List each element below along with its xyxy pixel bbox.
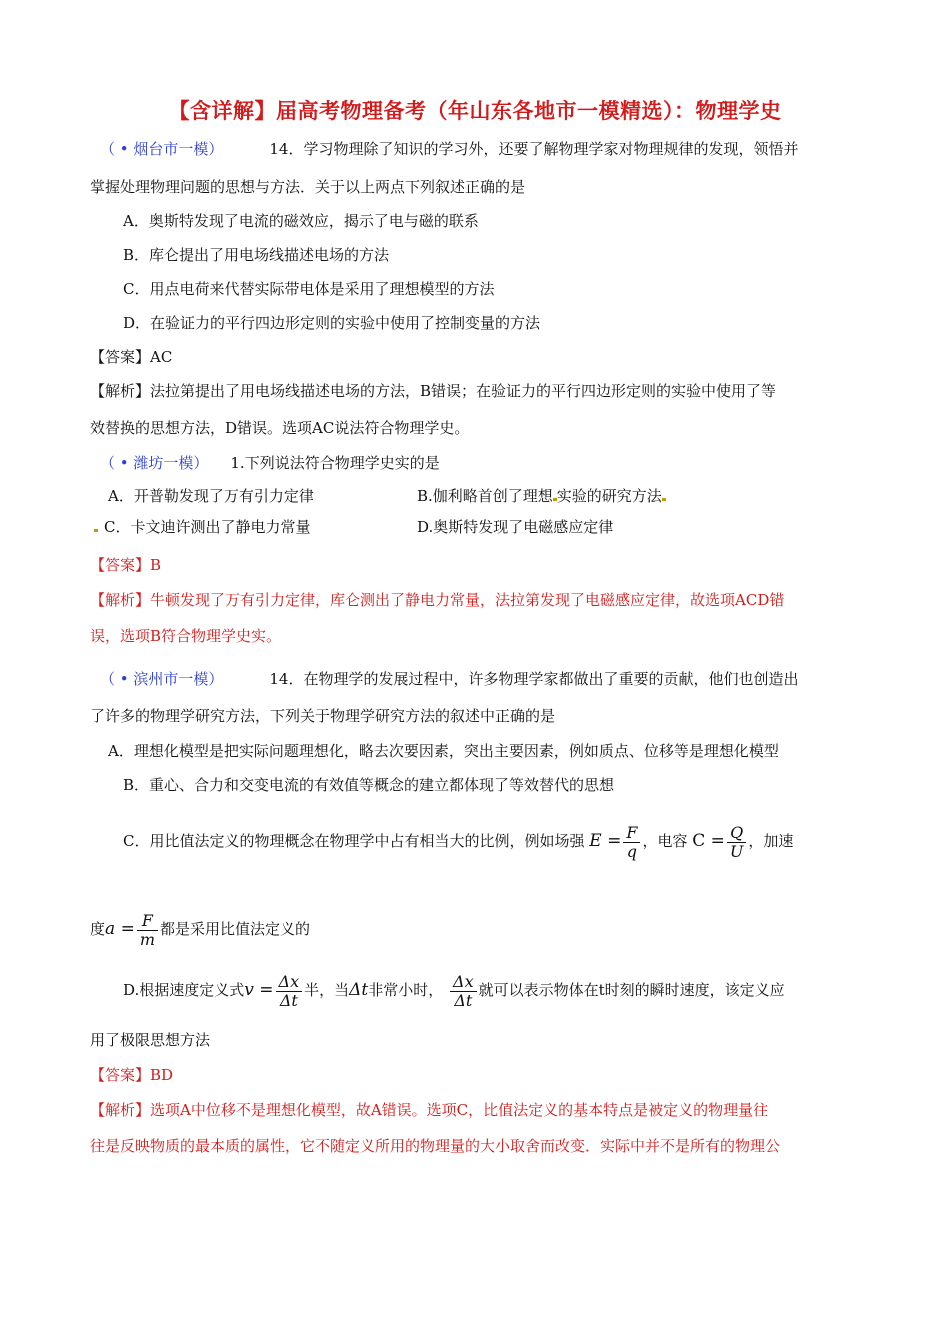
edit-mark-icon <box>662 498 666 501</box>
q3-option-c-accel: ，加速 <box>748 832 794 850</box>
q3-analysis: 【解析】选项A中位移不是理想化模型，故A错误。选项C，比值法定义的基本特点是被定义的物理量往 <box>90 1101 769 1119</box>
formula-delta-t: Δt <box>349 980 369 1000</box>
q3-answer: 【答案】BD <box>90 1066 174 1084</box>
q2-answer: 【答案】B <box>90 556 162 574</box>
q3-option-c-cont <box>90 910 310 949</box>
fraction-f-over-q: $\frac{F}{q}$ <box>623 824 640 861</box>
q3-option-d-rest: 就可以表示物体在t时刻的瞬时速度，该定义应 <box>478 981 785 999</box>
q1-analysis: 【解析】法拉第提出了用电场线描述电场的方法，B错误；在验证力的平行四边形定则的实验中使用了等 <box>90 382 777 400</box>
q3-stem: 14．在物理学的发展过程中，许多物理学家都做出了重要的贡献，他们也创造出 <box>269 670 799 688</box>
q2-stem: 1.下列说法符合物理学史实的是 <box>230 454 440 472</box>
formula-acceleration: a = <box>105 919 135 939</box>
q2-option-c: C．卡文迪许测出了静电力常量 <box>104 518 311 536</box>
q2-option-c-line <box>94 517 310 537</box>
page-title: 【含详解】届高考物理备考（年山东各地市一模精选）：物理学史 <box>168 98 782 123</box>
q2-option-d: D.奥斯特发现了电磁感应定律 <box>417 518 614 536</box>
q1-option-b: B．库仑提出了用电场线描述电场的方法 <box>123 246 390 264</box>
q2-option-b <box>417 486 666 506</box>
q3-option-d-cont: 用了极限思想方法 <box>90 1031 211 1049</box>
q3-option-b: B．重心、合力和交变电流的有效值等概念的建立都体现了等效替代的思想 <box>123 776 615 794</box>
q2-analysis: 【解析】牛顿发现了万有引力定律，库仑测出了静电力常量，法拉第发现了电磁感应定律，故选项ACD错 <box>90 591 785 609</box>
q3-option-c-text: C．用比值法定义的物理概念在物理学中占有相当大的比例，例如场强 <box>123 832 585 850</box>
q3-option-c <box>123 822 793 861</box>
q3-option-d-half: 半，当 <box>304 981 350 999</box>
fraction-dx-over-dt-2: $\frac{\Delta x}{\Delta t}$ <box>450 973 477 1010</box>
q3-line1 <box>100 669 798 689</box>
q3-option-d-small: 非常小时， <box>368 981 444 999</box>
formula-capacitance: C = <box>692 831 725 851</box>
q1-answer: 【答案】AC <box>90 348 173 366</box>
q2-option-a: A．开普勒发现了万有引力定律 <box>108 487 314 505</box>
q3-option-d-text: D.根据速度定义式 <box>123 981 245 999</box>
q1-stem: 14．学习物理除了知识的学习外，还要了解物理学家对物理规律的发现，领悟并 <box>269 140 799 158</box>
q3-analysis-cont: 往是反映物质的最本质的属性，它不随定义所用的物理量的大小取舍而改变．实际中并不是所有的物理公 <box>90 1137 781 1155</box>
formula-field-e: E = <box>589 831 622 851</box>
fraction-q-over-u: $\frac{Q}{U}$ <box>727 824 746 861</box>
q1-line1 <box>100 139 798 159</box>
q2-option-b-part1: B.伽利略首创了理想 <box>417 487 553 505</box>
q1-analysis-cont: 效替换的思想方法，D错误。选项AC说法符合物理学史。 <box>90 419 470 437</box>
q2-option-b-part2: 实验的研究方法 <box>556 487 662 505</box>
q2-line1 <box>100 453 440 473</box>
fraction-dx-over-dt: $\frac{\Delta x}{\Delta t}$ <box>276 973 303 1010</box>
q1-option-d: D．在验证力的平行四边形定则的实验中使用了控制变量的方法 <box>123 314 541 332</box>
q3-option-c-capacitance: ，电容 <box>642 832 688 850</box>
q3-option-c-end: 都是采用比值法定义的 <box>159 920 310 938</box>
q3-option-a: A．理想化模型是把实际问题理想化，略去次要因素，突出主要因素，例如质点、位移等是理想化模型 <box>108 742 779 760</box>
q3-source: （ • 滨州市一模） <box>100 670 224 688</box>
edit-mark-icon <box>94 529 98 532</box>
q3-option-c-deg: 度 <box>90 920 106 938</box>
fraction-f-over-m: $\frac{F}{m}$ <box>137 912 158 949</box>
q3-option-d <box>123 971 785 1010</box>
q1-option-c: C．用点电荷来代替实际带电体是采用了理想模型的方法 <box>123 280 495 298</box>
q2-source: （ • 潍坊一模） <box>100 454 209 472</box>
q2-analysis-cont: 误，选项B符合物理学史实。 <box>90 627 282 645</box>
q1-option-a: A．奥斯特发现了电流的磁效应，揭示了电与磁的联系 <box>123 212 479 230</box>
q1-source: （ • 烟台市一模） <box>100 140 224 158</box>
q1-stem-cont: 掌握处理物理问题的思想与方法．关于以上两点下列叙述正确的是 <box>90 178 526 196</box>
q3-stem-cont: 了许多的物理学研究方法，下列关于物理学研究方法的叙述中正确的是 <box>90 707 556 725</box>
formula-velocity: v = <box>244 980 274 1000</box>
